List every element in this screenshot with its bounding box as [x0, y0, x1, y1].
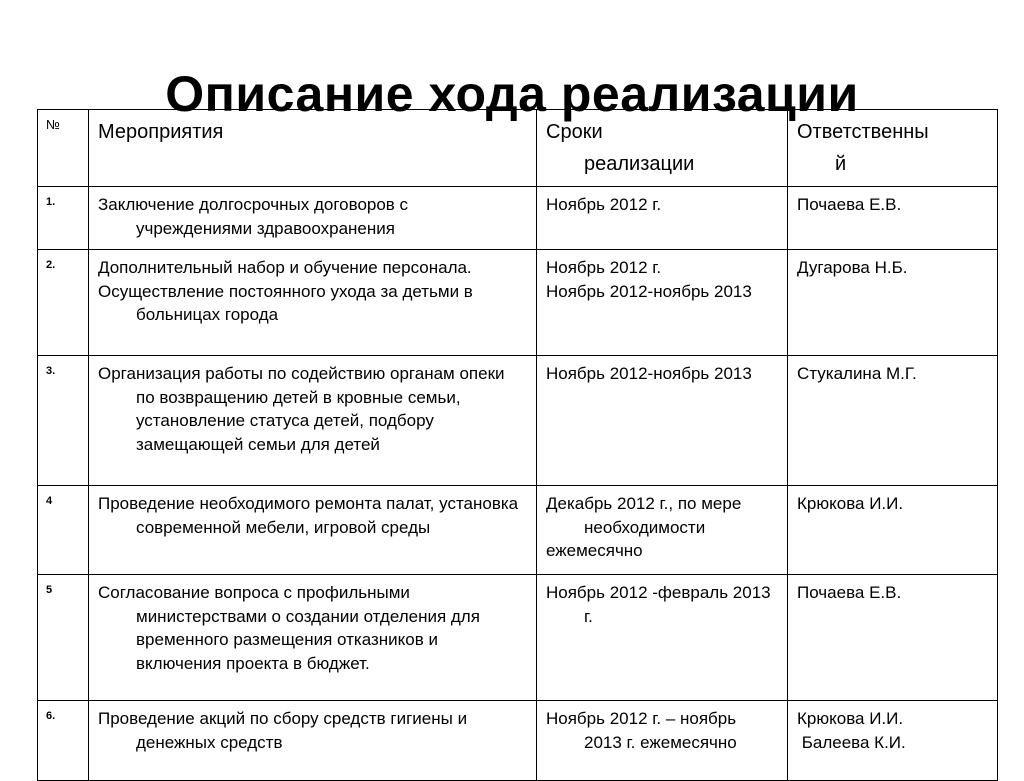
- term-text: ежемесячно: [546, 541, 643, 560]
- term-text: Ноябрь 2012 г. – ноябрь 2013 г. ежемесячно: [546, 709, 737, 752]
- event-cell: [89, 250, 537, 356]
- term-cell: [537, 250, 788, 356]
- row-number: 2.: [38, 250, 89, 356]
- event-text: Заключение долгосрочных договоров с учреждениями здравоохранения: [98, 195, 409, 238]
- event-text: Осуществление постоянного ухода за детьми в больницах города: [98, 281, 473, 324]
- event-cell: [89, 356, 537, 486]
- row-number: 5: [38, 575, 89, 701]
- term-cell: [537, 356, 788, 486]
- header-responsible-line1: Ответственны: [797, 121, 929, 143]
- row-number: 4: [38, 486, 89, 575]
- row-number: 6.: [38, 701, 89, 781]
- header-term-line1: Сроки: [546, 121, 603, 143]
- responsible-cell: [788, 356, 998, 486]
- term-text: Ноябрь 2012 г.: [546, 195, 662, 214]
- term-cell: [537, 575, 788, 701]
- event-text: Дополнительный набор и обучение персонала.: [98, 258, 472, 277]
- term-text: Ноябрь 2012 г.: [546, 258, 662, 277]
- event-cell: [89, 701, 537, 781]
- event-text: Организация работы по содействию органам опеки по возвращению детей в кровные семьи, установление статуса детей, подбору замещающей семьи для детей: [98, 364, 505, 454]
- responsible-cell: [788, 486, 998, 575]
- slide-title: Описание хода реализации: [165, 66, 859, 122]
- table-row: [38, 356, 998, 486]
- table-row: [38, 486, 998, 575]
- term-cell: [537, 701, 788, 781]
- responsible-text: Крюкова И.И.: [797, 494, 904, 513]
- term-text: Ноябрь 2012-ноябрь 2013: [546, 281, 752, 301]
- term-cell: [537, 486, 788, 575]
- responsible-text: Почаева Е.В.: [797, 583, 902, 602]
- responsible-cell: [788, 250, 998, 356]
- term-cell: [537, 187, 788, 250]
- header-term-line2: реализации: [584, 153, 695, 175]
- table-row: [38, 187, 998, 250]
- event-text: Проведение необходимого ремонта палат, установка современной мебели, игровой среды: [98, 494, 519, 537]
- responsible-cell: [788, 701, 998, 781]
- responsible-cell: [788, 187, 998, 250]
- row-number: 3.: [38, 356, 89, 486]
- row-number: 1.: [38, 187, 89, 250]
- event-cell: [89, 486, 537, 575]
- term-text: Ноябрь 2012-ноябрь 2013: [546, 364, 752, 383]
- table-row: [38, 575, 998, 701]
- event-text: Проведение акций по сбору средств гигиены и денежных средств: [98, 709, 468, 752]
- responsible-text: Стукалина М.Г.: [797, 364, 917, 383]
- header-responsible-line2: й: [835, 153, 847, 175]
- term-text: Декабрь 2012 г., по мере необходимости: [546, 494, 742, 537]
- table-row: [38, 250, 998, 356]
- responsible-text: Крюкова И.И.: [797, 709, 904, 728]
- event-text: Согласование вопроса с профильными министерствами о создании отделения для временного размещения отказников и включения проекта в бюджет.: [98, 583, 480, 673]
- responsible-text: Дугарова Н.Б.: [797, 258, 908, 277]
- responsible-text: Балеева К.И.: [797, 732, 906, 752]
- event-cell: [89, 187, 537, 250]
- event-cell: [89, 575, 537, 701]
- implementation-table: [37, 109, 998, 781]
- header-event: Мероприятия: [89, 110, 537, 187]
- term-text: Ноябрь 2012 -февраль 2013 г.: [546, 583, 771, 626]
- table-row: [38, 701, 998, 781]
- responsible-cell: [788, 575, 998, 701]
- header-number: №: [38, 110, 89, 187]
- responsible-text: Почаева Е.В.: [797, 195, 902, 214]
